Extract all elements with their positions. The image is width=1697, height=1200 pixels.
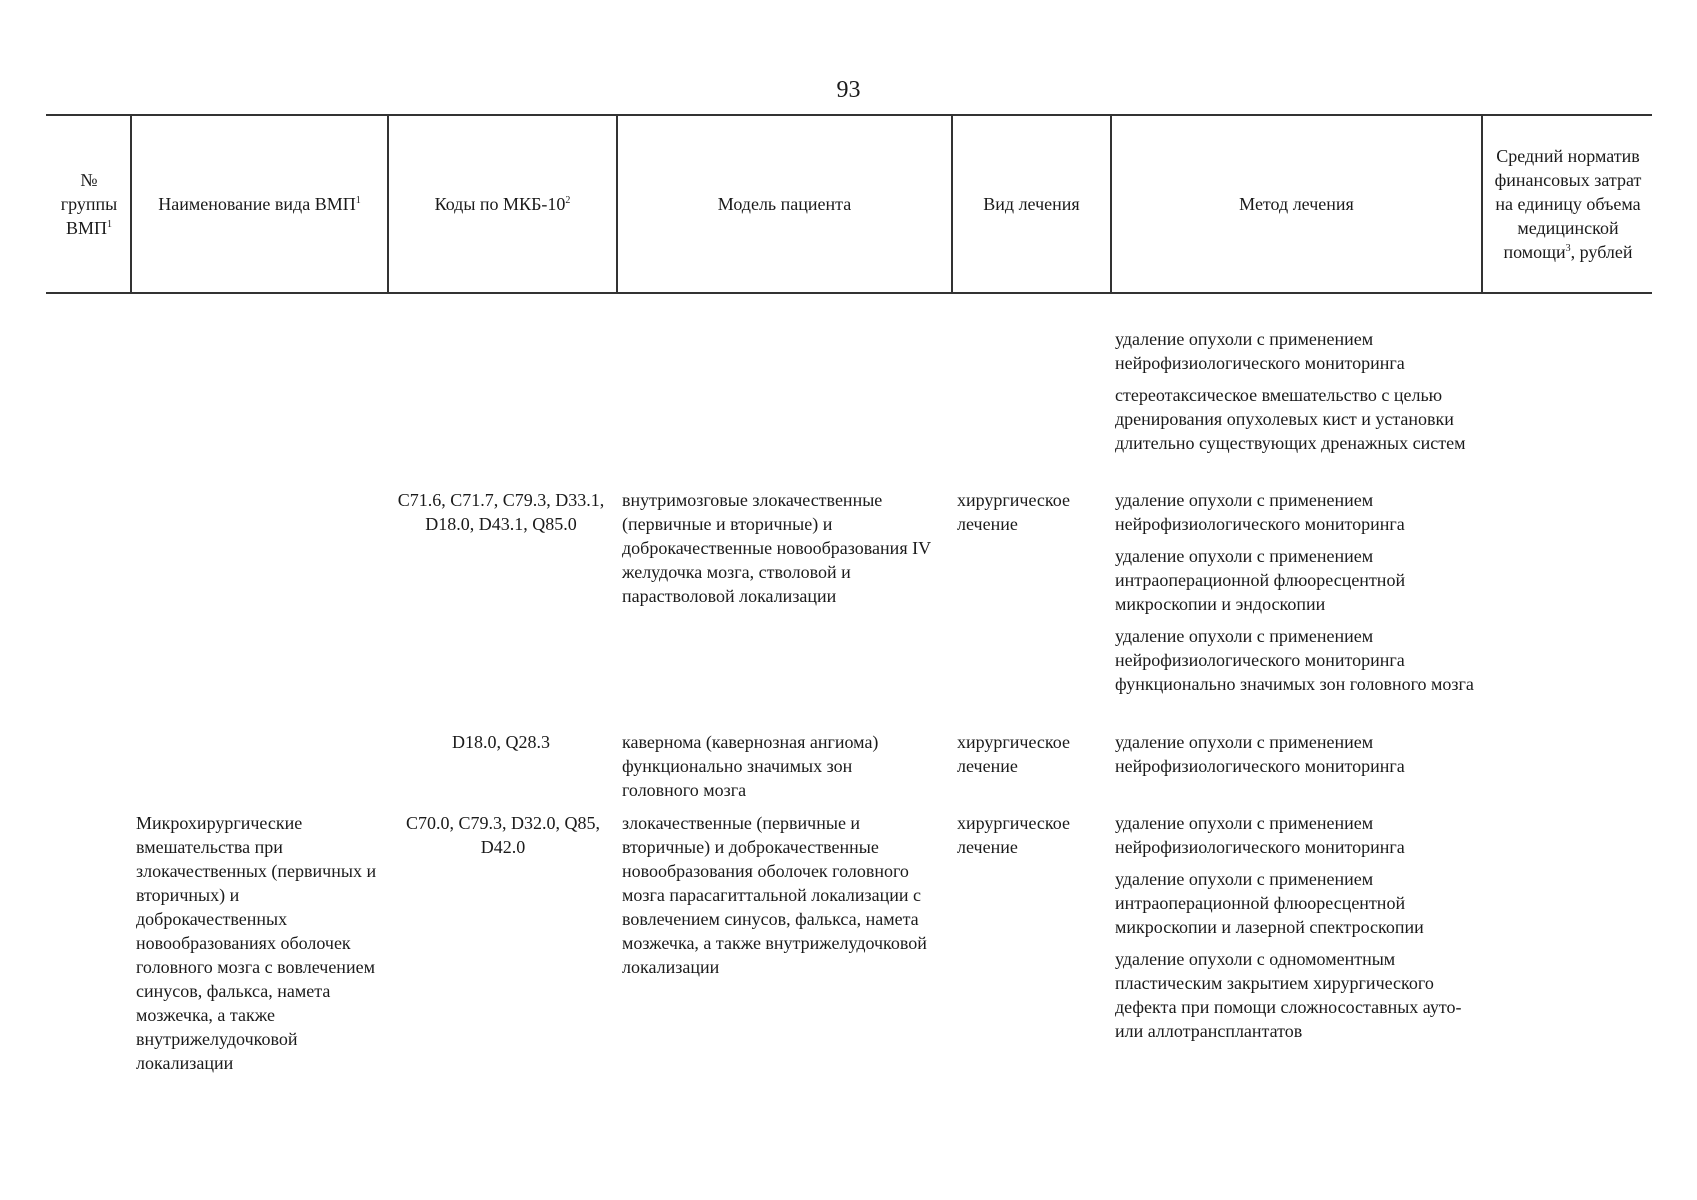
header-treatment-type bbox=[953, 116, 1110, 292]
row3-method-list bbox=[1115, 811, 1477, 1051]
table-header-bottom-rule bbox=[46, 292, 1652, 294]
row1-patient-model: внутримозговые злокачественные (первичные и вторичные) и доброкачественные новообразования IV желудочка мозга, стволовой и парастволовой локализации bbox=[622, 490, 931, 606]
header-cost-norm-unit: , рублей bbox=[1570, 242, 1633, 262]
method-item: удаление опухоли с одномоментным пластическим закрытием хирургического дефекта при помощи сложносоставных ауто- или аллотрансплантатов bbox=[1115, 949, 1462, 1041]
row2-method-list bbox=[1115, 730, 1477, 786]
row2-icd-codes: D18.0, Q28.3 bbox=[452, 732, 550, 752]
header-cost-norm bbox=[1486, 116, 1650, 292]
method-item: удаление опухоли с применением нейрофизиологического мониторинга bbox=[1115, 329, 1405, 373]
header-treatment-method-label: Метод лечения bbox=[1239, 194, 1354, 214]
header-group-number bbox=[58, 116, 120, 292]
row1-method-list bbox=[1115, 488, 1477, 704]
row3-treatment-type: хирургическое лечение bbox=[957, 813, 1070, 857]
method-item: удаление опухоли с применением нейрофизиологического мониторинга функционально значимых зон головного мозга bbox=[1115, 626, 1474, 694]
method-item: удаление опухоли с применением нейрофизиологического мониторинга bbox=[1115, 732, 1405, 776]
row2-treatment-type: хирургическое лечение bbox=[957, 732, 1070, 776]
row1-treatment-type: хирургическое лечение bbox=[957, 490, 1070, 534]
method-list-continued bbox=[1115, 327, 1477, 463]
row2-patient-model: кавернома (кавернозная ангиома) функционально значимых зон головного мозга bbox=[622, 732, 879, 800]
method-item: удаление опухоли с применением нейрофизиологического мониторинга bbox=[1115, 490, 1405, 534]
header-vmp-name-label: Наименование вида ВМП bbox=[158, 194, 356, 214]
header-treatment-type-label: Вид лечения bbox=[983, 194, 1080, 214]
header-cost-norm-label: Средний норматив финансовых затрат на единицу объема медицинской помощи bbox=[1494, 146, 1642, 262]
footnote-marker: 2 bbox=[565, 195, 571, 206]
method-item: удаление опухоли с применением интраоперационной флюоресцентной микроскопии и эндоскопии bbox=[1115, 546, 1406, 614]
header-vmp-name bbox=[132, 116, 387, 292]
footnote-marker: 3 bbox=[1565, 243, 1571, 254]
column-divider bbox=[1481, 114, 1483, 293]
row3-patient-model: злокачественные (первичные и вторичные) и доброкачественные новообразования оболочек головного мозга парасагиттальной локализации с вовлечением синусов, фалькса, намета мозжечка, а также внутрижелудочковой локализации bbox=[622, 813, 927, 977]
method-item: удаление опухоли с применением нейрофизиологического мониторинга bbox=[1115, 813, 1405, 857]
row1-icd-codes: C71.6, C71.7, C79.3, D33.1, D18.0, D43.1, Q85.0 bbox=[397, 490, 605, 534]
footnote-marker: 1 bbox=[107, 219, 112, 230]
row3-icd-codes: C70.0, C79.3, D32.0, Q85, D42.0 bbox=[405, 813, 600, 857]
page-number: 93 bbox=[836, 77, 861, 103]
header-treatment-method bbox=[1112, 116, 1481, 292]
header-patient-model bbox=[618, 116, 951, 292]
row3-vmp-name: Микрохирургические вмешательства при злокачественных (первичных и вторичных) и доброкачественных новообразованиях оболочек головного мозга с вовлечением синусов, фалькса, намета мозжечка, а также внутрижелудочковой локализации bbox=[136, 813, 377, 1073]
header-icd-codes-label: Коды по МКБ-10 bbox=[434, 194, 566, 214]
header-patient-model-label: Модель пациента bbox=[717, 194, 852, 214]
footnote-marker: 1 bbox=[355, 195, 361, 206]
header-icd-codes bbox=[389, 116, 616, 292]
header-group-number-label: № группы ВМП bbox=[60, 170, 118, 238]
method-item: стереотаксическое вмешательство с целью дренирования опухолевых кист и установки длительно существующих дренажных систем bbox=[1115, 385, 1466, 453]
method-item: удаление опухоли с применением интраоперационной флюоресцентной микроскопии и лазерной спектроскопии bbox=[1115, 869, 1424, 937]
